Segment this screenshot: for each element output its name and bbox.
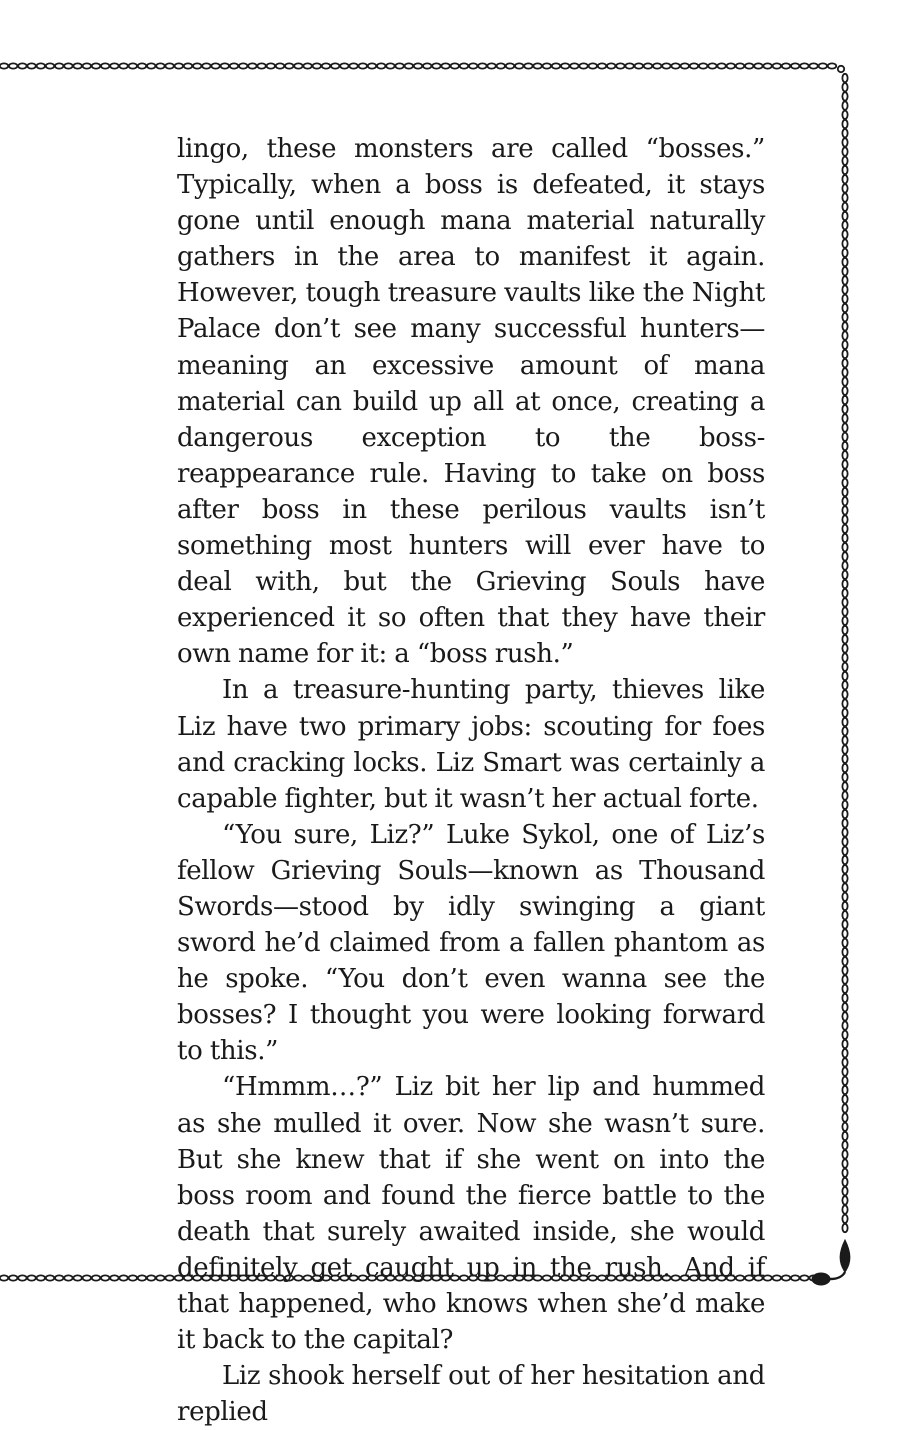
paragraph-4: “Hmmm…?” Liz bit her lip and hummed as she mulled it over. Now she wasn’t sure. But she knew that if she went on into the boss room and found the fierce battle to the death that surely awaited inside, she would definitely get caught up in the rush. And if that happened, who knows when she’d make it back to the capital? xyxy=(177,1072,765,1356)
paragraph-5: Liz shook herself out of her hesitation and replied xyxy=(177,1361,765,1428)
paragraph-2: In a treasure-hunting party, thieves like Liz have two primary jobs: scouting for foes and cracking locks. Liz Smart was certainly a capable fighter, but it wasn’t her actual forte. xyxy=(177,675,765,814)
page-body-text xyxy=(177,131,765,1430)
paragraph-3: “You sure, Liz?” Luke Sykol, one of Liz’s fellow Grieving Souls—known as Thousand Swords—stood by idly swinging a giant sword he’d claimed from a fallen phantom as he spoke. “You don’t even wanna see the bosses? I thought you were looking forward to this.” xyxy=(177,819,765,1067)
paragraph-1: lingo, these monsters are called “bosses.” Typically, when a boss is defeated, it stays gone until enough mana material naturally gathers in the area to manifest it again. However, tough treasure vaults like the Night Palace don’t see many successful hunters—meaning an excessive amount of mana material can build up all at once, creating a dangerous exception to the boss-reappearance rule. Having to take on boss after boss in these perilous vaults isn’t something most hunters will ever have to deal with, but the Grieving Souls have experienced it so often that they have their own name for it: a “boss rush.” xyxy=(177,134,765,670)
